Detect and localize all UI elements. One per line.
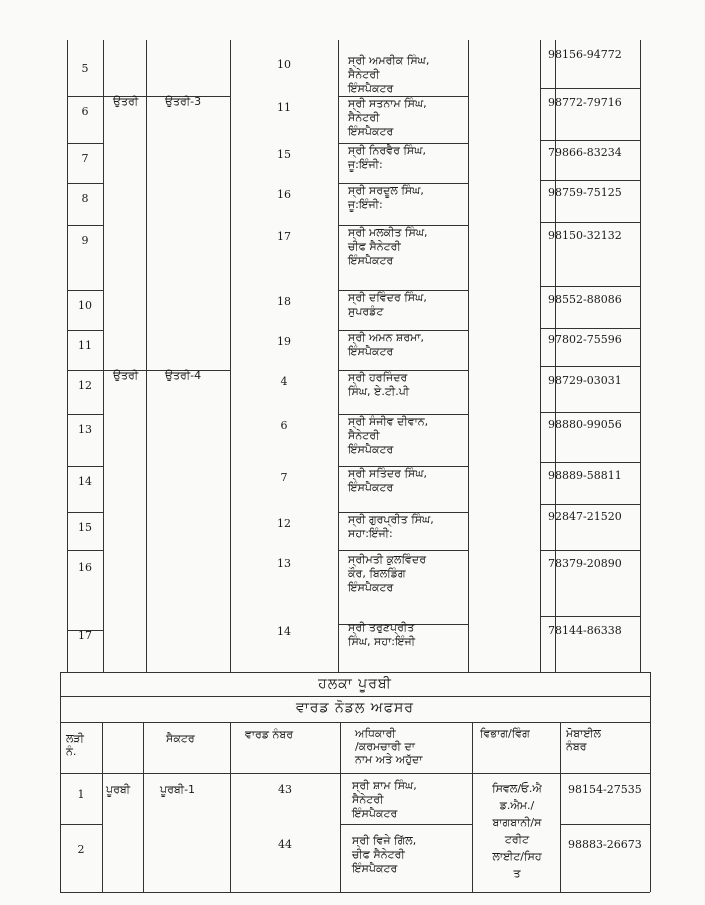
header-officer: ਅਧਿਕਾਰੀ /ਕਰਮਚਾਰੀ ਦਾ ਨਾਮ ਅਤੇ ਅਹੁੱਦਾ [355,727,423,766]
row-officer: ਸ੍ਰੀ ਵਿਜੇ ਗਿੱਲ, ਚੀਫ ਸੈਨੇਟਰੀ ਇੰਸਪੈਕਟਰ [352,834,417,875]
row-serial: 13 [78,423,92,436]
row-mobile: 78379-20890 [548,557,622,570]
row-mobile: 98154-27535 [568,783,642,796]
row-serial: 7 [81,152,89,165]
row-mobile: 79866-83234 [548,146,622,159]
department-cell: ਸਿਵਲ/ਓ.ਐ ਡ.ਐਮ./ ਬਾਗਬਾਨੀ/ਸ ਟਰੀਟ ਲਾਈਟ/ਸਿਹ ਤ [492,782,542,880]
row-serial: 15 [78,521,92,534]
row-serial: 17 [78,629,92,642]
row-serial: 6 [81,105,89,118]
row-zone: ਉਤਰੀ [113,95,139,108]
row-ward: 19 [277,335,291,348]
row-ward: 44 [278,838,292,851]
header-dept: ਵਿਭਾਗ/ਵਿੰਗ [480,727,530,740]
row-ward: 12 [277,517,291,530]
row-serial: 10 [78,299,92,312]
row-serial: 16 [78,561,92,574]
row-officer: ਸ੍ਰੀ ਸੰਜੀਵ ਦੀਵਾਨ, ਸੈਨੇਟਰੀ ਇੰਸਪੈਕਟਰ [348,415,429,456]
row-serial: 14 [78,475,92,488]
row-ward: 11 [277,101,291,114]
header-mobile: ਮੋਬਾਈਲ ਨੰਬਰ [566,727,601,753]
row-officer: ਸ੍ਰੀ ਸਰਦੂਲ ਸਿੰਘ, ਜੂ:ਇੰਜੀ: [348,184,424,211]
row-mobile: 98880-99056 [548,418,622,431]
row-mobile: 98552-88086 [548,293,622,306]
row-officer: ਸ੍ਰੀ ਨਿਰਵੈਰ ਸਿੰਘ, ਜੂ:ਇੰਜੀ: [348,144,426,171]
row-sector: ਉਤਰੀ-4 [165,369,202,382]
row-officer: ਸ੍ਰੀ ਅਮਰੀਕ ਸਿੰਘ, ਸੈਨੇਟਰੀ ਇੰਸਪੈਕਟਰ [348,54,430,95]
row-officer: ਸ੍ਰੀ ਹਰਜਿੰਦਰ ਸਿੰਘ, ਏ.ਟੀ.ਪੀ [348,371,410,398]
row-serial: 12 [78,379,92,392]
row-serial: 11 [78,339,92,352]
row-sector: ਉਤਰੀ-3 [165,95,202,108]
row-mobile: 97802-75596 [548,333,622,346]
row-ward: 14 [277,625,291,638]
header-ward: ਵਾਰਡ ਨੰਬਰ [245,728,294,741]
header-sector: ਸੈਕਟਰ [166,732,195,745]
row-ward: 43 [278,783,292,796]
row-mobile: 98883-26673 [568,838,642,851]
row-serial: 8 [81,192,89,205]
row-ward: 16 [277,188,291,201]
row-mobile: 98759-75125 [548,186,622,199]
row-mobile: 98156-94772 [548,48,622,61]
row-serial: 2 [77,843,85,856]
row-serial: 5 [81,62,89,75]
row-sector: ਪੂਰਬੀ-1 [160,783,196,796]
row-officer: ਸ੍ਰੀ ਦਵਿੰਦਰ ਸਿੰਘ, ਸੁਪਰਡੰਟ [348,291,427,318]
row-ward: 17 [277,230,291,243]
row-ward: 18 [277,295,291,308]
row-serial: 1 [77,788,85,801]
row-mobile: 92847-21520 [548,510,622,523]
row-officer: ਸ੍ਰੀ ਅਮਨ ਸ਼ਰਮਾ, ਇੰਸਪੈਕਟਰ [348,331,425,358]
row-zone: ਪੂਰਬੀ [106,783,131,796]
row-officer: ਸ੍ਰੀ ਮਲਕੀਤ ਸਿੰਘ, ਚੀਫ ਸੈਨੇਟਰੀ ਇੰਸਪੈਕਟਰ [348,226,428,267]
row-officer: ਸ੍ਰੀ ਗੁਰਪ੍ਰੀਤ ਸਿੰਘ, ਸਹਾ:ਇੰਜੀ: [348,513,434,540]
row-officer: ਸ੍ਰੀ ਤਰੁਣਪ੍ਰੀਤ ਸਿੰਘ, ਸਹਾ:ਇੰਜੀ [348,621,416,648]
section-title: ਹਲਕਾ ਪੂਰਬੀ [318,676,392,692]
row-ward: 15 [277,148,291,161]
row-serial: 9 [81,234,89,247]
row-ward: 10 [277,58,291,71]
row-officer: ਸ੍ਰੀਮਤੀ ਕੁਲਵਿੰਦਰ ਕੌਰ, ਬਿਲਡਿੰਗ ਇੰਸਪੈਕਟਰ [348,553,427,594]
row-ward: 4 [280,375,288,388]
row-ward: 6 [280,419,288,432]
row-officer: ਸ੍ਰੀ ਸਤਨਾਮ ਸਿੰਘ, ਸੈਨੇਟਰੀ ਇੰਸਪੈਕਟਰ [348,97,427,138]
section-subtitle: ਵਾਰਡ ਨੋਡਲ ਅਫਸਰ [296,700,414,716]
header-sr: ਲੜੀ ਨੰ. [66,732,84,758]
row-mobile: 98772-79716 [548,96,622,109]
row-zone: ਉਤਰੀ [113,369,139,382]
row-officer: ਸ੍ਰੀ ਸਤਿੰਦਰ ਸਿੰਘ, ਇੰਸਪੈਕਟਰ [348,467,428,494]
row-mobile: 98889-58811 [548,469,622,482]
row-ward: 7 [280,471,288,484]
row-mobile: 98150-32132 [548,229,622,242]
row-mobile: 78144-86338 [548,624,622,637]
row-mobile: 98729-03031 [548,374,622,387]
row-ward: 13 [277,557,291,570]
row-officer: ਸ੍ਰੀ ਸ਼ਾਮ ਸਿੰਘ, ਸੈਨੇਟਰੀ ਇੰਸਪੈਕਟਰ [352,779,417,820]
